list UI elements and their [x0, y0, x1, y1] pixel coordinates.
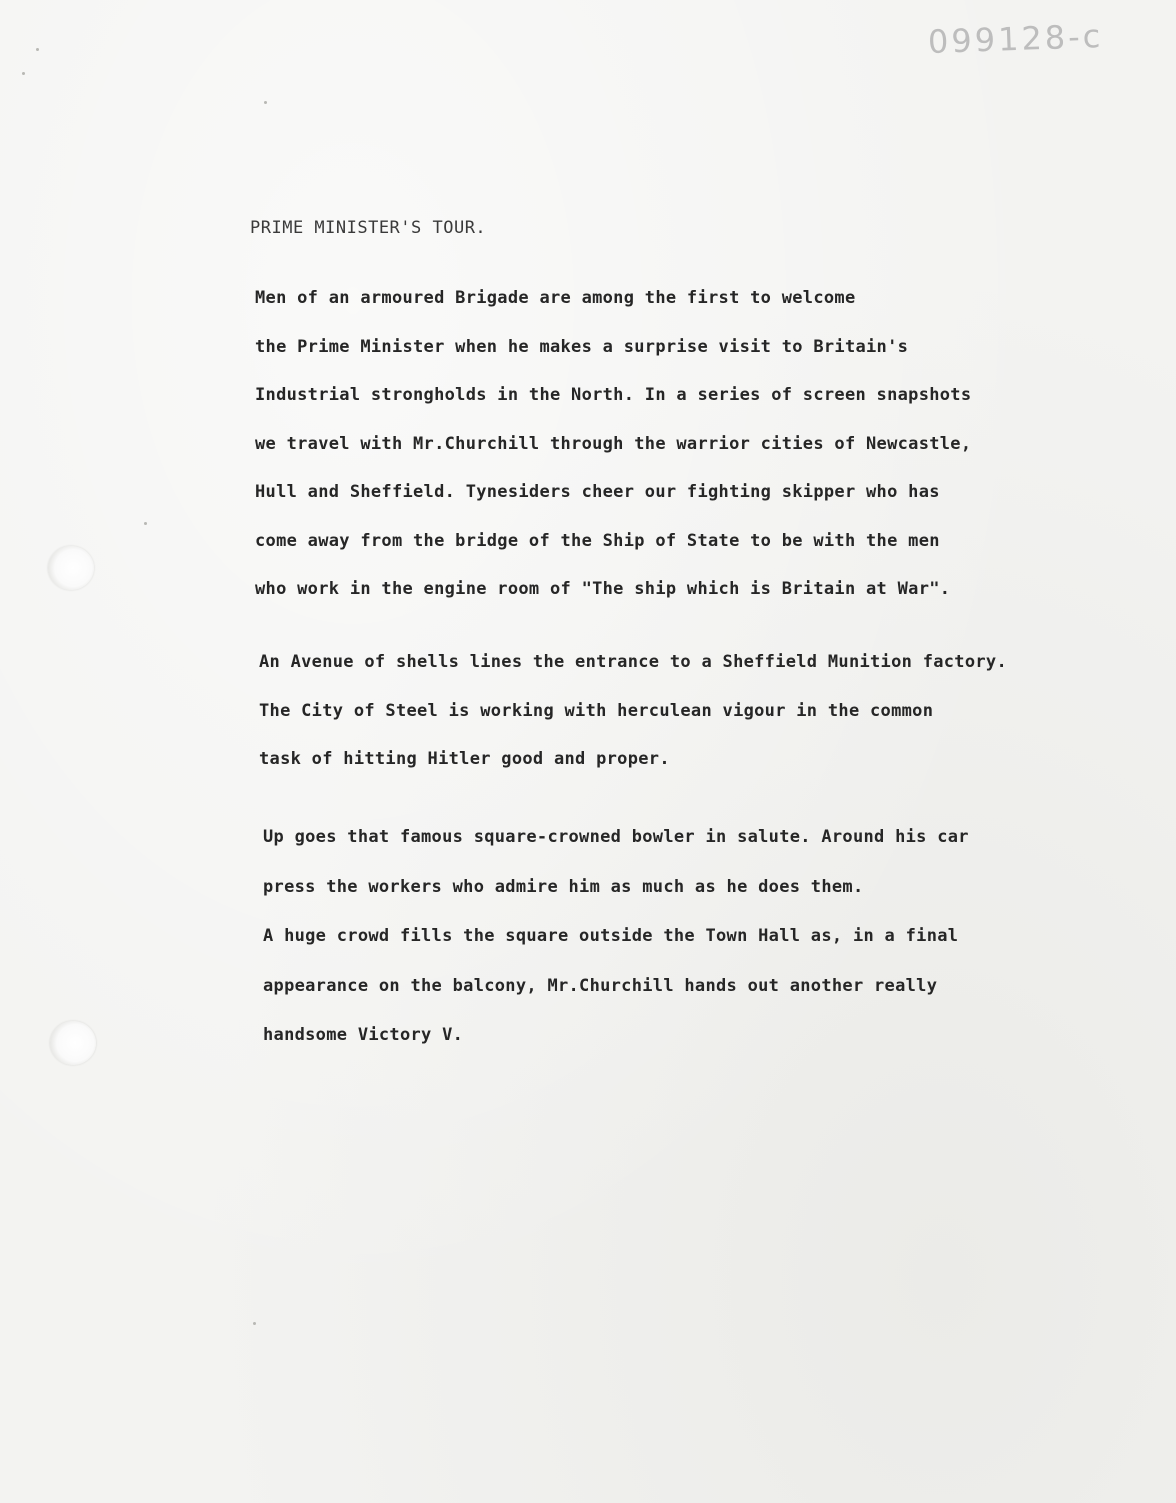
text-line: the Prime Minister when he makes a surprise visit to Britain's: [255, 336, 909, 357]
paragraph-1: [255, 286, 971, 626]
text-line: The City of Steel is working with herculean vigour in the common: [259, 700, 934, 721]
text-line: handsome Victory V.: [263, 1025, 464, 1045]
paper-speck: [264, 101, 267, 104]
document-heading: PRIME MINISTER'S TOUR.: [250, 218, 487, 238]
text-line: who work in the engine room of "The ship which is Britain at War".: [255, 579, 951, 599]
paper-speck: [144, 522, 147, 525]
text-line: we travel with Mr.Churchill through the warrior cities of Newcastle,: [255, 433, 972, 454]
text-line: Hull and Sheffield. Tynesiders cheer our fighting skipper who has: [255, 482, 940, 502]
text-line: Men of an armoured Brigade are among the first to welcome: [255, 288, 856, 308]
paragraph-3: [263, 825, 969, 1073]
text-line: press the workers who admire him as much as he does them.: [263, 876, 864, 897]
paragraph-2: [259, 650, 1007, 796]
punch-hole-top: [48, 546, 94, 590]
text-line: Up goes that famous square-crowned bowler in salute. Around his car: [263, 827, 969, 847]
paper-speck: [22, 72, 25, 75]
text-line: come away from the bridge of the Ship of State to be with the men: [255, 530, 940, 551]
paper-speck: [36, 48, 39, 51]
text-line: A huge crowd fills the square outside the Town Hall as, in a final: [263, 926, 959, 946]
text-line: Industrial strongholds in the North. In a series of screen snapshots: [255, 385, 972, 405]
text-line: task of hitting Hitler good and proper.: [259, 749, 670, 769]
punch-hole-bottom: [50, 1021, 96, 1065]
text-line: An Avenue of shells lines the entrance to a Sheffield Munition factory.: [259, 652, 1007, 672]
text-line: appearance on the balcony, Mr.Churchill hands out another really: [263, 975, 938, 996]
reference-number: 099128-c: [927, 16, 1104, 62]
paper-speck: [253, 1322, 256, 1325]
